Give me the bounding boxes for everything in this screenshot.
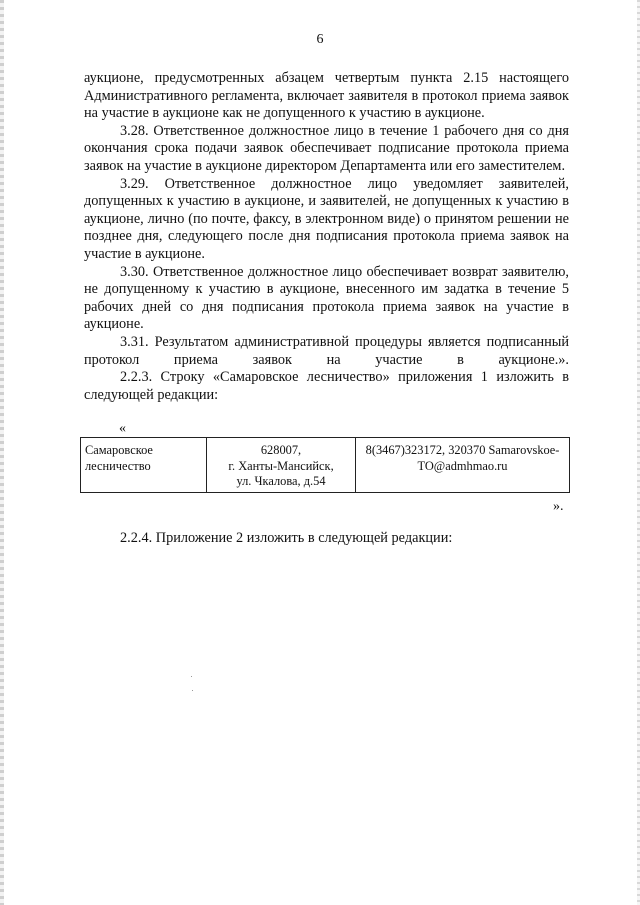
- table-row: [81, 438, 570, 493]
- document-body: [84, 70, 569, 404]
- paragraph-3-31: 3.31. Результатом административной процедуры является подписанный протокол приема заявок на участие в аукционе.».: [84, 333, 569, 368]
- scan-speck: [192, 690, 193, 691]
- scan-edge-left: [0, 0, 4, 905]
- forestry-table: [80, 437, 570, 493]
- address-line: 628007,: [260, 443, 302, 457]
- table-cell-address: [207, 438, 356, 493]
- paragraph-3-30: 3.30. Ответственное должностное лицо обеспечивает возврат заявителю, не допущенному к участию в аукционе, внесенного им задатка в течение 5 рабочих дней со дня подписания протокола приема заявок на участие в аукционе.: [84, 263, 569, 333]
- paragraph-continuation: аукционе, предусмотренных абзацем четвертым пункта 2.15 настоящего Административного регламента, включает заявителя в протокол приема заявок на участие в аукционе как не допущенного к участию в аукционе.: [84, 70, 569, 122]
- paragraph-2-2-3: 2.2.3. Строку «Самаровское лесничество» приложения 1 изложить в следующей редакции:: [84, 369, 569, 403]
- table-cell-contacts: 8(3467)323172, 320370 Samarovskoe-TO@admhmao.ru: [356, 438, 570, 493]
- scan-speck: [191, 676, 192, 677]
- paragraph-3-29: 3.29. Ответственное должностное лицо уведомляет заявителей, допущенных к участию в аукционе, и заявителей, не допущенных к участию в аукционе, лично (по почте, факсу, в электронном виде) о принятом решении не позднее дня, следующего после дня подписания протокола приема заявок на участие в аукционе.: [84, 175, 569, 262]
- opening-quote: «: [119, 421, 126, 436]
- table-cell-name: Самаровское лесничество: [81, 438, 207, 493]
- paragraph-2-2-4: 2.2.4. Приложение 2 изложить в следующей редакции:: [120, 530, 453, 546]
- paragraph-3-28: 3.28. Ответственное должностное лицо в течение 1 рабочего дня со дня окончания срока подачи заявок обеспечивает подписание протокола приема заявок на участие в аукционе директором Департамента или его заместителем.: [84, 122, 569, 174]
- address-line: ул. Чкалова, д.54: [236, 474, 326, 488]
- page-number: 6: [316, 32, 324, 47]
- address-line: г. Ханты-Мансийск,: [228, 458, 334, 473]
- closing-quote: ».: [553, 499, 564, 514]
